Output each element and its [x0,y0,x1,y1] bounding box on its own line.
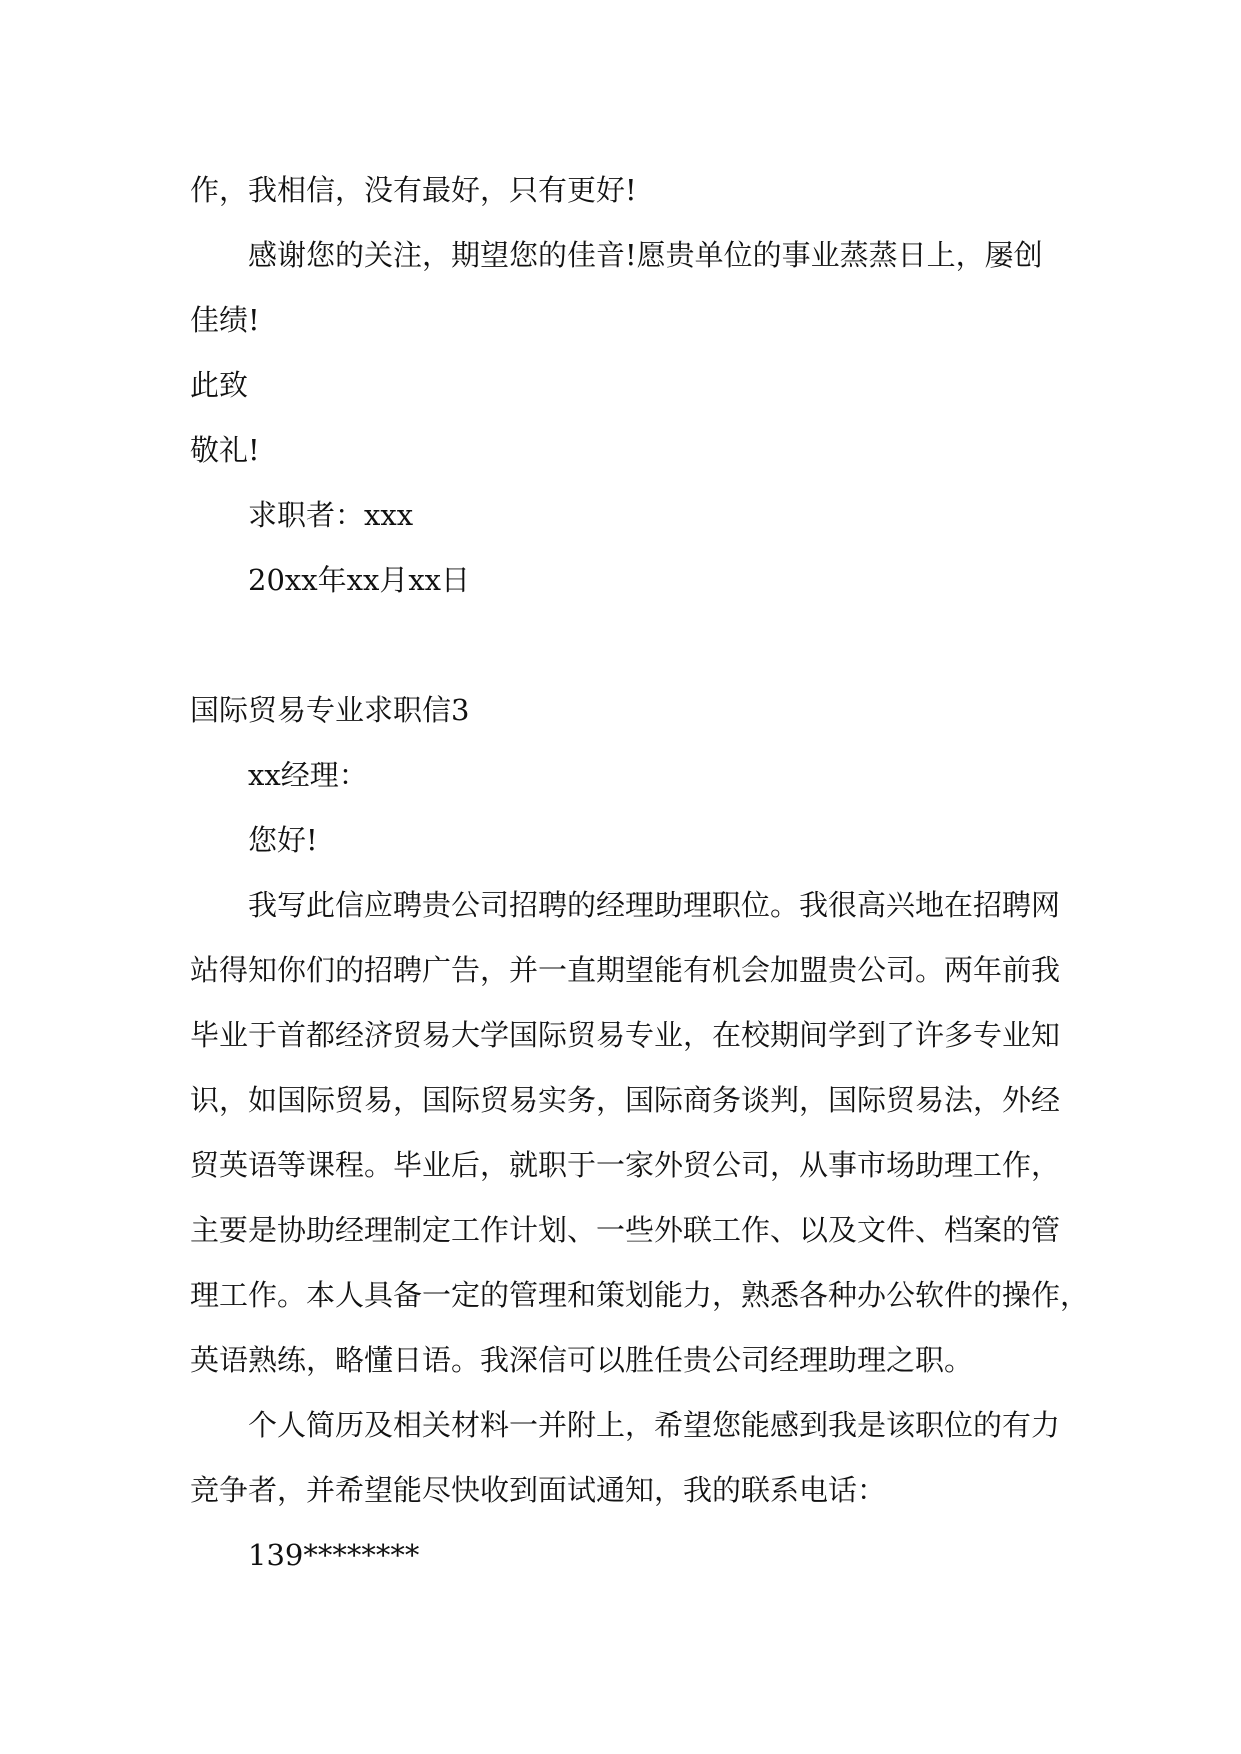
closing-salutation: 此致 [190,368,249,402]
text-line: 个人简历及相关材料一并附上，希望您能感到我是该职位的有力 [248,1408,1061,1442]
text-line: 贸英语等课程。毕业后，就职于一家外贸公司，从事市场助理工作， [190,1148,1061,1182]
greeting: 您好! [248,823,318,857]
text-line: 英语熟练，略懂日语。我深信可以胜任贵公司经理助理之职。 [190,1343,974,1377]
spacer [190,613,1060,678]
text-line: 站得知你们的招聘广告，并一直期望能有机会加盟贵公司。两年前我 [190,953,1061,987]
text-line: 作，我相信，没有最好，只有更好! [190,173,637,207]
closing-regards: 敬礼! [190,433,260,467]
date-line: 20xx年xx月xx日 [248,563,471,597]
text-line: 理工作。本人具备一定的管理和策划能力，熟悉各种办公软件的操作， [190,1278,1090,1312]
section-title: 国际贸易专业求职信3 [190,693,470,727]
text-line: 主要是协助经理制定工作计划、一些外联工作、以及文件、档案的管 [190,1213,1061,1247]
greeting-recipient: xx经理： [248,758,368,792]
phone-number: 139******** [248,1538,420,1572]
text-line: 毕业于首都经济贸易大学国际贸易专业，在校期间学到了许多专业知 [190,1018,1061,1052]
signature-line: 求职者：xxx [248,498,414,532]
text-line: 佳绩! [190,303,260,337]
text-line: 竞争者，并希望能尽快收到面试通知，我的联系电话： [190,1473,887,1507]
text-line: 识，如国际贸易，国际贸易实务，国际商务谈判，国际贸易法，外经 [190,1083,1061,1117]
text-line: 感谢您的关注，期望您的佳音!愿贵单位的事业蒸蒸日上，屡创 [248,238,1043,272]
letter-body [190,158,1090,1588]
text-line: 我写此信应聘贵公司招聘的经理助理职位。我很高兴地在招聘网 [248,888,1061,922]
